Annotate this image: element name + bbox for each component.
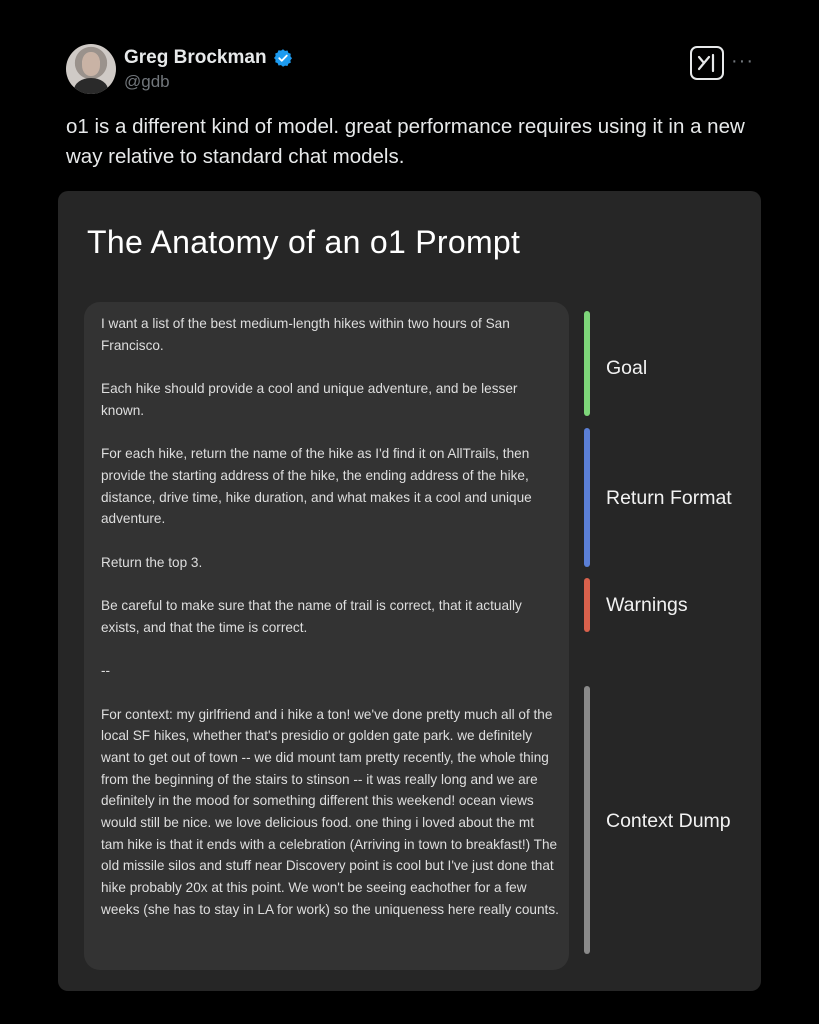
avatar[interactable] <box>66 44 116 94</box>
prompt-context-paragraph: For context: my girlfriend and i hike a ton! we've done pretty much all of the local SF hikes, whether that's presidio or golden gate park. we definitely want to get out of town -- we did mount tam pretty recently, the whole thing from the beginning of the stairs to stinson -- it was really long and we are definitely in the mood for something different this weekend! ocean views would still be nice. we love delicious food. one thing i loved about the mt tam hike is that it ends with a celebration (Arriving in town to breakfast!) The old missile silos and stuff near Discovery point is cool but I've just done that hike probably 20x at this point. We won't be seeing eachother for a few weeks (she has to stay in LA for work) so the uniqueness here really counts. <box>101 706 559 917</box>
more-icon[interactable]: ··· <box>731 50 754 72</box>
prompt-warnings-paragraph: Be careful to make sure that the name of trail is correct, that it actually exists, and that the time is correct. <box>101 598 522 635</box>
prompt-box <box>84 302 569 970</box>
author-name[interactable]: Greg Brockman <box>124 47 267 68</box>
author-handle[interactable]: @gdb <box>124 72 170 91</box>
tweet-text: o1 is a different kind of model. great performance requires using it in a new way relative to standard chat models. <box>66 115 745 168</box>
prompt-text <box>101 313 559 942</box>
section-bar-context-dump <box>584 686 590 954</box>
prompt-anatomy-image[interactable] <box>58 191 761 991</box>
card-title: The Anatomy of an o1 Prompt <box>87 224 521 260</box>
tweet-header <box>66 44 756 96</box>
prompt-goal-paragraph: I want a list of the best medium-length hikes within two hours of San Francisco. <box>101 316 510 353</box>
section-label-goal: Goal <box>606 357 648 379</box>
verified-badge-icon <box>273 48 293 68</box>
prompt-format-paragraph: For each hike, return the name of the hike as I'd find it on AllTrails, then provide the starting address of the hike, the ending address of the hike, distance, drive time, hike duration, and what makes it a cool and unique adventure. <box>101 446 532 527</box>
section-bar-goal <box>584 311 590 416</box>
author-name-row <box>124 47 293 69</box>
section-label-return-format: Return Format <box>606 487 732 509</box>
avatar-shirt <box>74 78 108 94</box>
prompt-format-paragraph-2: Return the top 3. <box>101 554 203 570</box>
avatar-face <box>82 52 100 76</box>
prompt-goal-paragraph-2: Each hike should provide a cool and unique adventure, and be lesser known. <box>101 381 518 418</box>
prompt-separator: -- <box>101 663 111 679</box>
section-bar-return-format <box>584 428 590 567</box>
grok-icon[interactable] <box>690 46 724 80</box>
section-label-warnings: Warnings <box>606 594 688 616</box>
section-label-context-dump: Context Dump <box>606 810 731 832</box>
section-bar-warnings <box>584 578 590 632</box>
